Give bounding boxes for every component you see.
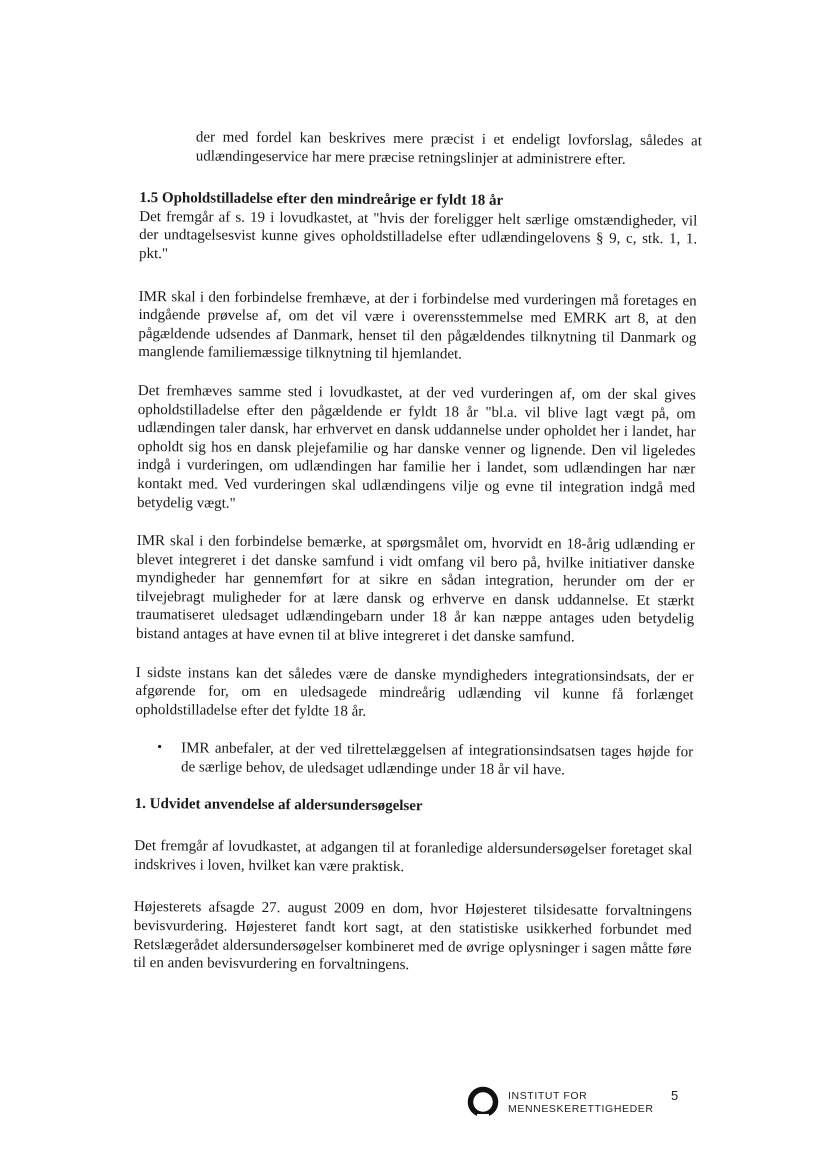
page-footer <box>466 1086 696 1126</box>
section-heading-1: 1. Udvidet anvendelse af aldersundersøgelser <box>134 795 423 814</box>
paragraph: Det fremgår af lovudkastet, at adgangen til at foranledige aldersundersøgelser foretaget skal indskrives i loven, hvilket kan være praktisk. <box>134 838 693 875</box>
bullet-text: IMR anbefaler, at der ved tilrettelæggelsen af integrationsindsatsen tages højde for de særlige behov, de uledsaget udlændinge under 18 år vil have. <box>180 740 694 779</box>
bullet-marker: • <box>157 740 163 756</box>
org-name-line1: INSTITUT FOR <box>508 1090 588 1102</box>
paragraph: IMR skal i den forbindelse fremhæve, at der i forbindelse med vurderingen må foretages en indgående prøvelse af, om det vil være i overensstemmelse med EMRK art 8, at den pågældende udsendes af Danmark, henset til den pågældendes tilknytning til Danmark og manglende familiemæssige tilknytning til hjemlandet. <box>138 288 697 363</box>
paragraph: Det fremgår af s. 19 i lovudkastet, at "hvis der foreligger helt særlige omstændigheder, vil der undtagelsesvist kunne gives opholdstilladelse efter udlændingelovens § 9, c, stk. 1, 1. pkt." <box>138 208 698 263</box>
paragraph: Det fremhæves samme sted i lovudkastet, at der ved vurderingen af, om der skal gives opholdstilladelse efter den pågældende er fyldt 18 år "bl.a. vil blive lagt vægt på, om udlændingen taler dansk, har erhvervet en dansk uddannelse under opholdet her i landet, har opholdt sig hos en dansk plejefamilie og har danske venner og lignende. Den vil ligeledes indgå i vurderingen, om udlændingen har familie her i landet, som udlændingen har nær kontakt med. Ved vurderingen skal udlændingens vilje og evne til integration indgå med betydelig vægt." <box>136 382 696 512</box>
paragraph: I sidste instans kan det således være de danske myndigheders integrationsindsats, der er afgørende for, om en uledsagede mindreårig udlænding vil kunne få forlænget opholdstilladelse efter det fyldte 18 år. <box>135 664 694 720</box>
section-heading-1-5: 1.5 Opholdstilladelse efter den mindreårige er fyldt 18 år <box>139 190 504 210</box>
page-body <box>133 128 702 977</box>
page-number: 5 <box>671 1088 679 1103</box>
paragraph-continued: der med fordel kan beskrives mere præcist i et endeligt lovforslag, således at udlændingeservice har mere præcise retningslinjer at administrere efter. <box>195 129 702 168</box>
org-name <box>508 1090 654 1116</box>
org-name-line2: MENNESKERETTIGHEDER <box>508 1103 654 1115</box>
bullet-item <box>157 740 693 781</box>
paragraph: Højesterets afsagde 27. august 2009 en dom, hvor Højesteret tilsidesatte forvaltningens bevisvurdering. Højesteret fandt kort sagt, at den statistiske usikkerhed forbundet med Retslægerådet aldersundersøgelser kombineret med de øvrige oplysninger i sagen måtte føre til en anden bevisvurdering en forvaltningens. <box>133 899 692 974</box>
paragraph: IMR skal i den forbindelse bemærke, at spørgsmålet om, hvorvidt en 18-årig udlænding er blevet integreret i det danske samfund i vidt omfang vil bero på, hvilke initiativer danske myndigheder har gennemført for at sikre en sådan integration, herunder om der er tilvejebragt muligheder for at lære dansk og erhverve en dansk uddannelse. Et stærkt traumatiseret uledsaget udlændingebarn under 18 år kan næppe antages uden betydelig bistand antages at have evnen til at blive integreret i det danske samfund. <box>135 533 695 646</box>
ring-logo-icon <box>466 1086 500 1120</box>
